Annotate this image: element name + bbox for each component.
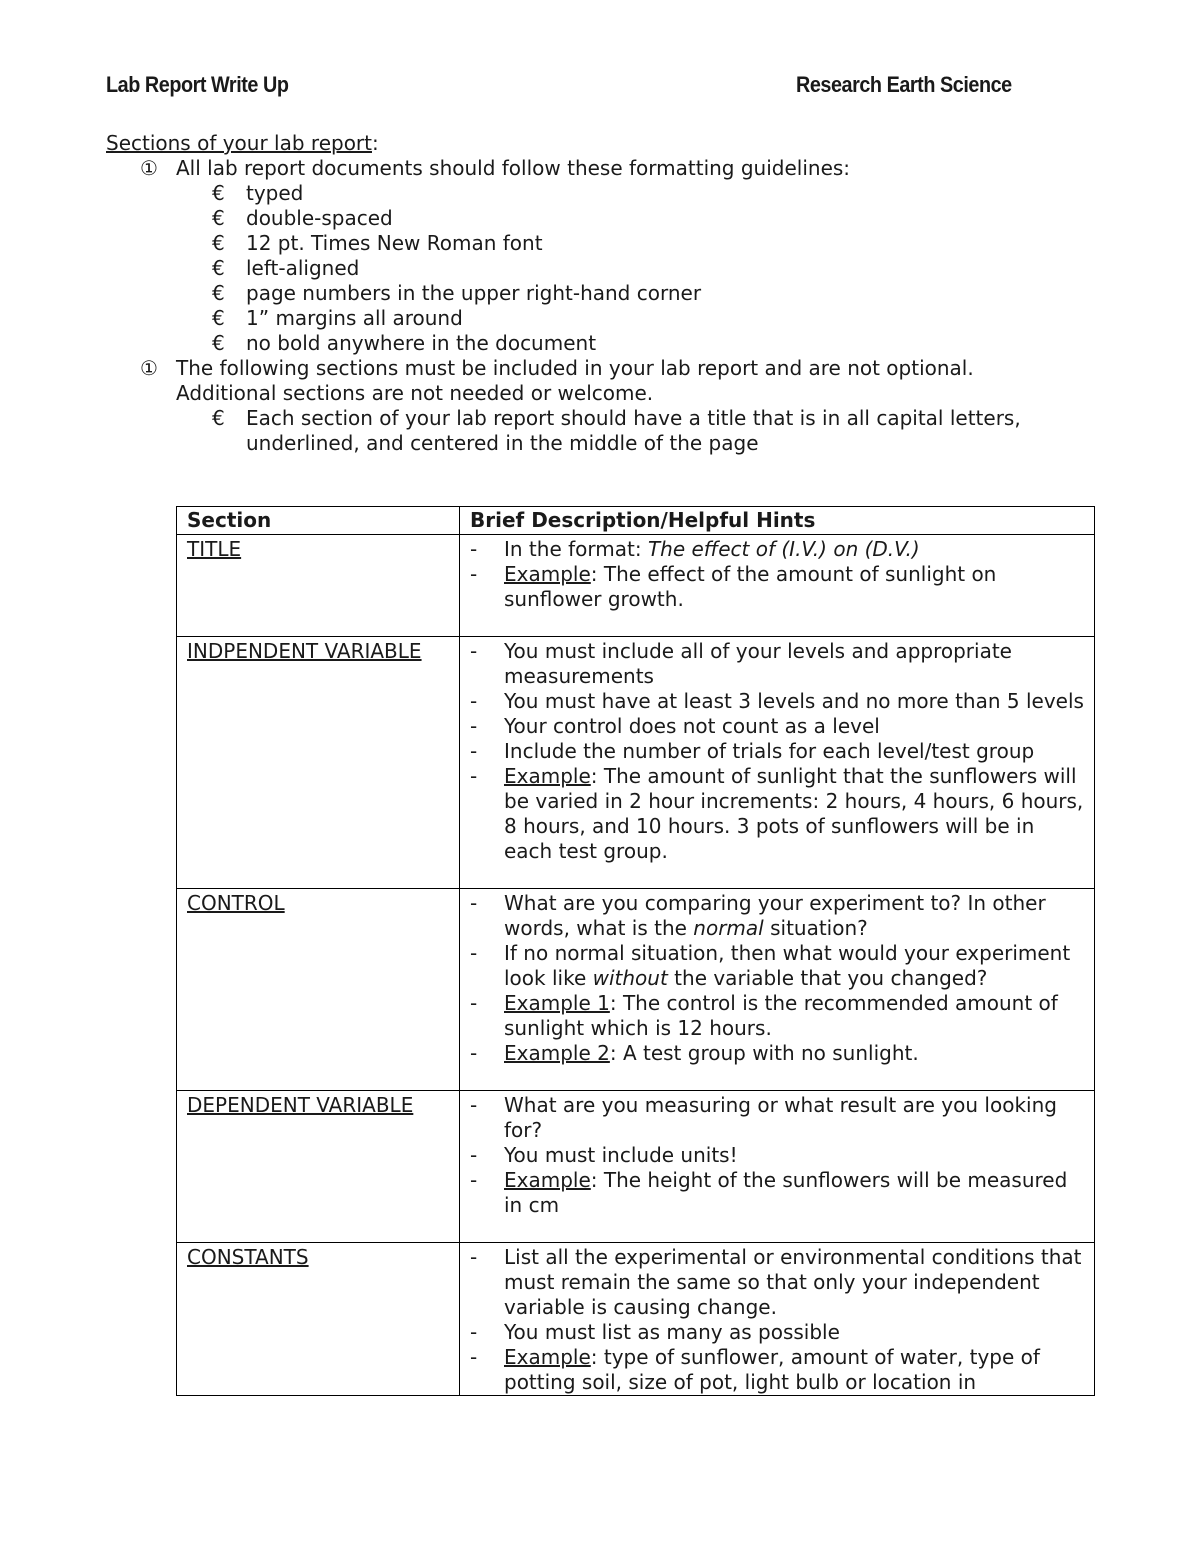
- hints-cell: [460, 1243, 1095, 1396]
- hint-italic: without: [592, 966, 668, 990]
- hint-text: List all the experimental or environmental conditions that must remain the same so that only your independent variable is causing change.: [504, 1245, 1082, 1319]
- dash-marker: -: [470, 714, 478, 738]
- column-header-description: Brief Description/Helpful Hints: [460, 507, 1095, 535]
- hint-item: [470, 537, 1084, 562]
- format-item-text: 1” margins all around: [246, 306, 463, 330]
- hint-italic: normal: [693, 916, 764, 940]
- hint-item: [470, 1245, 1084, 1320]
- format-item: [106, 231, 1106, 256]
- intro-bullet-text-cont: Additional sections are not needed or welcome.: [176, 381, 654, 405]
- hint-italic: The effect of (I.V.) on (D.V.): [647, 537, 920, 561]
- hint-item: [470, 1345, 1084, 1395]
- hints-cell: [460, 535, 1095, 637]
- format-item-text: page numbers in the upper right-hand corner: [246, 281, 702, 305]
- sub-bullet-icon: €: [212, 306, 225, 330]
- hint-text: : A test group with no sunlight.: [609, 1041, 919, 1065]
- hint-item: [470, 562, 1084, 612]
- section-name: CONSTANTS: [187, 1245, 309, 1269]
- sections-heading-colon: :: [372, 131, 379, 155]
- intro-bullet-sections: [106, 356, 1106, 406]
- hint-text: : The effect of the amount of sunlight on sunflower growth.: [504, 562, 997, 611]
- section-cell: [177, 1091, 460, 1243]
- section-name: CONTROL: [187, 891, 285, 915]
- sections-table: [176, 506, 1095, 1396]
- dash-marker: -: [470, 1245, 478, 1269]
- example-label: Example: [504, 1345, 591, 1369]
- format-item: [106, 281, 1106, 306]
- hint-text: Your control does not count as a level: [504, 714, 880, 738]
- table-row: [177, 889, 1095, 1091]
- section-name: TITLE: [187, 537, 242, 561]
- header-title-left: Lab Report Write Up: [106, 72, 289, 97]
- format-item-text: double-spaced: [246, 206, 393, 230]
- dash-marker: -: [470, 1041, 478, 1065]
- hints-cell: [460, 889, 1095, 1091]
- dash-marker: -: [470, 1143, 478, 1167]
- hint-item: [470, 689, 1084, 714]
- intro-bullet-text: The following sections must be included in your lab report and are not optional.: [176, 356, 974, 380]
- hint-item: [470, 764, 1084, 864]
- dash-marker: -: [470, 639, 478, 663]
- intro-bullet-text: All lab report documents should follow these formatting guidelines:: [176, 156, 851, 180]
- dash-marker: -: [470, 991, 478, 1015]
- example-label: Example: [504, 764, 591, 788]
- bullet-icon: ①: [140, 356, 158, 380]
- hint-item: [470, 1093, 1084, 1143]
- format-item-text: 12 pt. Times New Roman font: [246, 231, 543, 255]
- table-row: [177, 637, 1095, 889]
- format-item: [106, 256, 1106, 281]
- dash-marker: -: [470, 764, 478, 788]
- sub-bullet-icon: €: [212, 281, 225, 305]
- section-name: INDPENDENT VARIABLE: [187, 639, 422, 663]
- hint-text: the variable that you changed?: [667, 966, 988, 990]
- section-title-rule-text: Each section of your lab report should have a title that is in all capital letters,: [246, 406, 1021, 430]
- dash-marker: -: [470, 537, 478, 561]
- hint-text: What are you comparing your experiment to? In other words, what is the: [504, 891, 1046, 940]
- hint-text: : The control is the recommended amount of sunlight which is 12 hours.: [504, 991, 1058, 1040]
- intro-section: [106, 131, 1106, 456]
- example-label: Example 2: [504, 1041, 610, 1065]
- section-cell: [177, 535, 460, 637]
- hint-text: situation?: [763, 916, 868, 940]
- format-item: [106, 206, 1106, 231]
- hint-item: [470, 739, 1084, 764]
- format-item: [106, 306, 1106, 331]
- dash-marker: -: [470, 562, 478, 586]
- section-title-rule: [106, 406, 1106, 456]
- section-title-rule-text-cont: underlined, and centered in the middle of the page: [246, 431, 759, 455]
- intro-bullet-formatting: [106, 156, 1106, 181]
- example-label: Example: [504, 562, 591, 586]
- table-header-row: [177, 507, 1095, 535]
- hint-text: What are you measuring or what result are you looking for?: [504, 1093, 1057, 1142]
- hint-text: If no normal situation, then what would your experiment look like: [504, 941, 1071, 990]
- format-item-text: no bold anywhere in the document: [246, 331, 597, 355]
- hint-item: [470, 991, 1084, 1041]
- hint-text: You must include all of your levels and appropriate measurements: [504, 639, 1012, 688]
- sections-heading-text: Sections of your lab report: [106, 131, 372, 155]
- hint-text: : The height of the sunflowers will be measured in cm: [504, 1168, 1068, 1217]
- dash-marker: -: [470, 739, 478, 763]
- hint-item: [470, 891, 1084, 941]
- hint-item: [470, 1041, 1084, 1066]
- hint-item: [470, 941, 1084, 991]
- dash-marker: -: [470, 941, 478, 965]
- sub-bullet-icon: €: [212, 256, 225, 280]
- hint-item: [470, 639, 1084, 689]
- sub-bullet-icon: €: [212, 231, 225, 255]
- hint-text: : type of sunflower, amount of water, type of potting soil, size of pot, light bulb or location in: [504, 1345, 1040, 1394]
- bullet-icon: ①: [140, 156, 158, 180]
- hint-item: [470, 1143, 1084, 1168]
- sub-bullet-icon: €: [212, 206, 225, 230]
- header-title-right: Research Earth Science: [796, 72, 1012, 97]
- section-cell: [177, 637, 460, 889]
- sub-bullet-icon: €: [212, 331, 225, 355]
- dash-marker: -: [470, 689, 478, 713]
- hint-text: In the format:: [504, 537, 648, 561]
- hint-item: [470, 1320, 1084, 1345]
- example-label: Example 1: [504, 991, 610, 1015]
- section-name: DEPENDENT VARIABLE: [187, 1093, 414, 1117]
- sections-heading: [106, 131, 1106, 156]
- hints-cell: [460, 1091, 1095, 1243]
- hint-text: : The amount of sunlight that the sunflowers will be varied in 2 hour increments: 2 hours, 4 hours, 6 hours, 8 hours, and 10 hours. 3 pots of sunflowers will be in each test group.: [504, 764, 1084, 863]
- format-item: [106, 181, 1106, 206]
- hint-text: Include the number of trials for each level/test group: [504, 739, 1035, 763]
- format-item-text: typed: [246, 181, 304, 205]
- column-header-section: Section: [177, 507, 460, 535]
- hint-text: You must include units!: [504, 1143, 738, 1167]
- hint-item: [470, 1168, 1084, 1218]
- sub-bullet-icon: €: [212, 181, 225, 205]
- hints-cell: [460, 637, 1095, 889]
- hint-text: You must list as many as possible: [504, 1320, 840, 1344]
- table-row: [177, 1243, 1095, 1396]
- section-cell: [177, 889, 460, 1091]
- dash-marker: -: [470, 891, 478, 915]
- format-item: [106, 331, 1106, 356]
- dash-marker: -: [470, 1093, 478, 1117]
- dash-marker: -: [470, 1345, 478, 1369]
- hint-text: You must have at least 3 levels and no more than 5 levels: [504, 689, 1084, 713]
- dash-marker: -: [470, 1168, 478, 1192]
- table-row: [177, 1091, 1095, 1243]
- example-label: Example: [504, 1168, 591, 1192]
- sub-bullet-icon: €: [212, 406, 225, 430]
- dash-marker: -: [470, 1320, 478, 1344]
- table-row: [177, 535, 1095, 637]
- format-item-text: left-aligned: [246, 256, 360, 280]
- hint-item: [470, 714, 1084, 739]
- section-cell: [177, 1243, 460, 1396]
